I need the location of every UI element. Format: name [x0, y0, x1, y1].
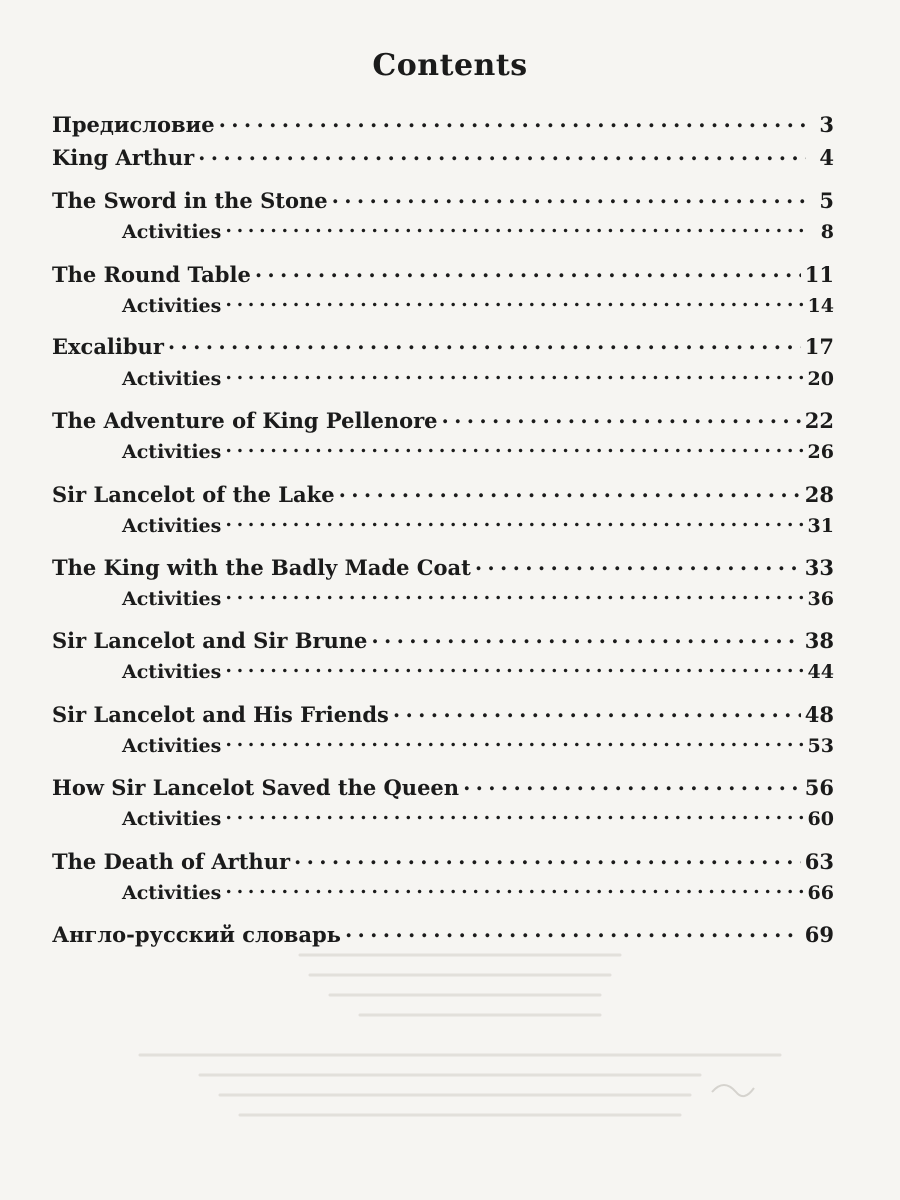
toc-subentry-activities	[122, 361, 834, 390]
toc-entry-label: The Sword in the Stone	[52, 188, 328, 213]
dot-leader	[168, 330, 801, 354]
toc-entry-king-pellenore	[52, 404, 834, 433]
dot-leader	[463, 771, 801, 795]
dot-leader	[255, 258, 801, 282]
dot-leader	[442, 404, 801, 428]
toc-entry-sword-in-the-stone	[52, 184, 834, 213]
toc-entry-page-number: 44	[807, 661, 834, 683]
toc-entry-page-number: 8	[820, 221, 834, 243]
toc-entry-lancelot-of-the-lake	[52, 478, 834, 507]
toc-entry-badly-made-coat	[52, 551, 834, 580]
toc-entry-page-number: 66	[807, 882, 834, 904]
toc-entry-label: Англо-русский словарь	[52, 922, 341, 947]
toc-entry-label: Activities	[122, 588, 222, 610]
toc-subentry-activities	[122, 581, 834, 610]
dot-leader	[371, 624, 800, 648]
toc-entry-label: The Round Table	[52, 262, 251, 287]
toc-entry-page-number: 53	[807, 735, 834, 757]
toc-entry-label: Activities	[122, 808, 222, 830]
toc-entry-page-number: 14	[807, 295, 834, 317]
toc-subentry-activities	[122, 508, 834, 537]
toc-entry-label: Activities	[122, 661, 222, 683]
toc-entry-lancelot-and-friends	[52, 698, 834, 727]
toc-subentry-activities	[122, 875, 834, 904]
toc-subentry-activities	[122, 288, 834, 317]
toc-entry-page-number: 63	[804, 849, 834, 874]
toc-entry-excalibur	[52, 330, 834, 359]
toc-entry-page-number: 60	[807, 808, 834, 830]
dot-leader	[339, 478, 801, 502]
dot-leader	[225, 801, 803, 825]
toc-entry-dictionary	[52, 918, 834, 947]
toc-entry-label: The King with the Badly Made Coat	[52, 555, 471, 580]
dot-leader	[225, 361, 803, 385]
dot-leader	[393, 698, 801, 722]
toc-subentry-activities	[122, 654, 834, 683]
toc-subentry-activities	[122, 801, 834, 830]
toc-subentry-activities	[122, 434, 834, 463]
toc-entry-label: Sir Lancelot of the Lake	[52, 482, 335, 507]
toc-entry-death-of-arthur	[52, 845, 834, 874]
toc-subentry-activities	[122, 728, 834, 757]
toc-entry-label: Sir Lancelot and Sir Brune	[52, 628, 368, 653]
dot-leader	[225, 214, 806, 238]
toc-entry-round-table	[52, 258, 834, 287]
toc-entry-page-number: 11	[804, 262, 834, 287]
dot-leader	[225, 508, 803, 532]
dot-leader	[219, 108, 806, 132]
dot-leader	[225, 288, 803, 312]
toc-entry-page-number: 26	[807, 441, 834, 463]
toc-entry-lancelot-saved-queen	[52, 771, 834, 800]
toc-entry-page-number: 69	[804, 922, 834, 947]
toc-entry-label: Activities	[122, 368, 222, 390]
dot-leader	[225, 434, 803, 458]
dot-leader	[225, 581, 803, 605]
toc-entry-page-number: 28	[804, 482, 834, 507]
dot-leader	[225, 728, 803, 752]
toc-entry-page-number: 4	[819, 145, 834, 170]
dot-leader	[332, 184, 806, 208]
toc-entry-page-number: 38	[804, 628, 834, 653]
toc-entry-king-arthur	[52, 141, 834, 170]
dot-leader	[225, 654, 803, 678]
page-title: Contents	[372, 48, 528, 83]
toc-entry-page-number: 33	[804, 555, 834, 580]
toc-subentry-activities	[122, 214, 834, 243]
dot-leader	[198, 141, 806, 165]
toc-entry-page-number: 5	[819, 188, 834, 213]
toc-entry-label: Excalibur	[52, 334, 164, 359]
toc-entry-page-number: 22	[804, 408, 834, 433]
dot-leader	[475, 551, 801, 575]
toc-entry-label: Activities	[122, 882, 222, 904]
toc-entry-label: The Adventure of King Pellenore	[52, 408, 438, 433]
toc-entry-page-number: 20	[807, 368, 834, 390]
toc-entry-label: How Sir Lancelot Saved the Queen	[52, 775, 460, 800]
dot-leader	[225, 875, 803, 899]
dot-leader	[345, 918, 801, 942]
toc-entry-page-number: 56	[804, 775, 834, 800]
toc-entry-lancelot-and-brune	[52, 624, 834, 653]
toc-entry-page-number: 36	[807, 588, 834, 610]
toc-entry-page-number: 3	[819, 112, 834, 137]
toc-entry-preface	[52, 108, 834, 137]
dot-leader	[294, 845, 801, 869]
toc-entry-label: King Arthur	[52, 145, 195, 170]
toc-entry-label: Activities	[122, 515, 222, 537]
toc-entry-label: Activities	[122, 295, 222, 317]
toc-entry-label: The Death of Arthur	[52, 849, 291, 874]
toc-entry-page-number: 31	[807, 515, 834, 537]
toc-entry-label: Activities	[122, 735, 222, 757]
toc-entry-label: Activities	[122, 221, 222, 243]
toc-entry-label: Предисловие	[52, 112, 215, 137]
toc-entry-page-number: 17	[804, 334, 834, 359]
toc-entry-label: Activities	[122, 441, 222, 463]
toc-entry-label: Sir Lancelot and His Friends	[52, 702, 389, 727]
toc-entry-page-number: 48	[804, 702, 834, 727]
